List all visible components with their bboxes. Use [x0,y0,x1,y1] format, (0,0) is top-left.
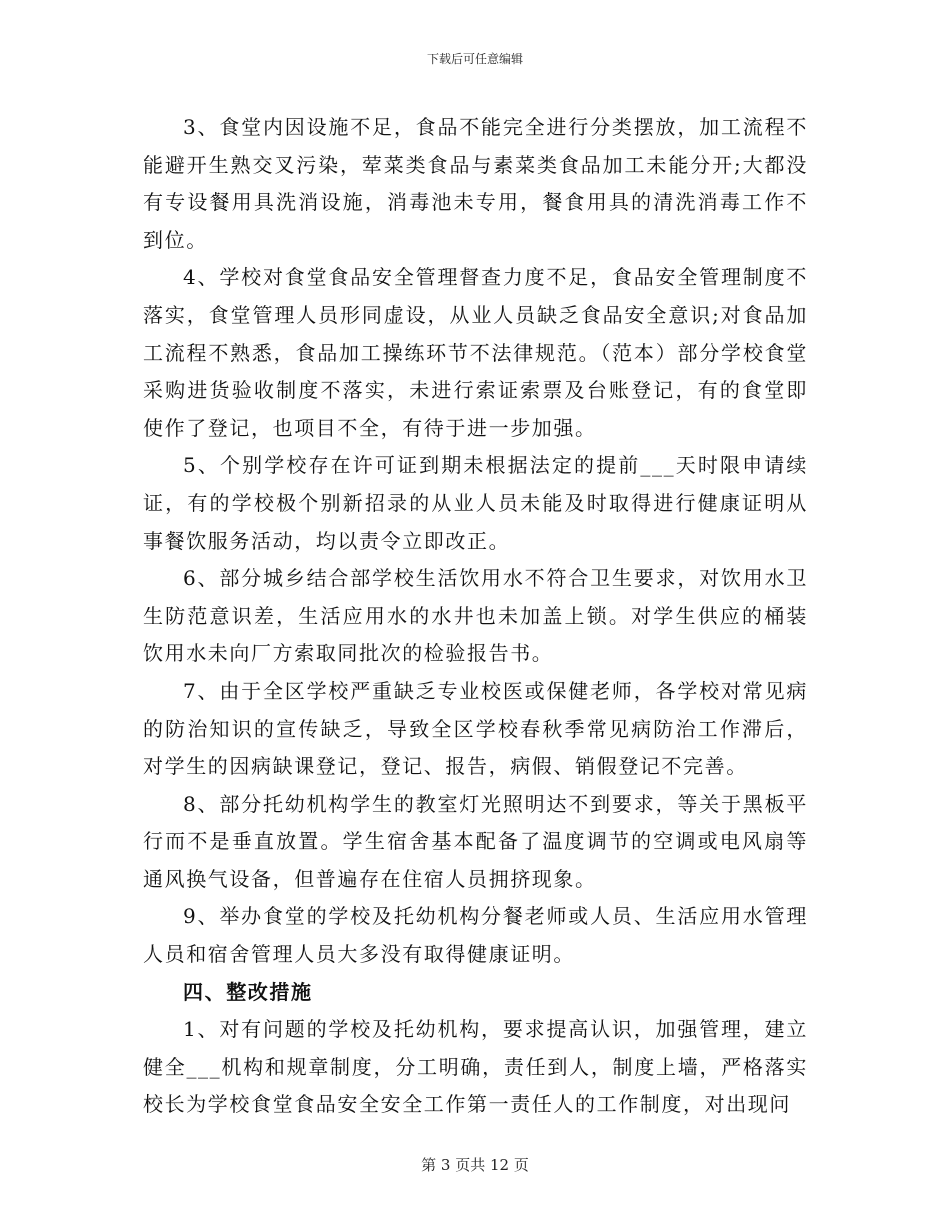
document-body [143,109,808,1124]
paragraph-item-3: 3、食堂内因设施不足，食品不能完全进行分类摆放，加工流程不能避开生熟交叉污染，荤菜类食品与素菜类食品加工未能分开;大都没有专设餐用具洗消设施，消毒池未专用，餐食用具的清洗消毒工作不到位。 [143,115,808,252]
paragraph-item-7: 7、由于全区学校严重缺乏专业校医或保健老师，各学校对常见病的防治知识的宣传缺乏，导致全区学校春秋季常见病防治工作滞后，对学生的因病缺课登记，登记、报告，病假、销假登记不完善。 [143,678,808,779]
section-heading: 四、整改措施 [183,979,313,1004]
page-header: 下载后可任意编辑 [426,52,523,66]
paragraph-item-4: 4、学校对食堂食品安全管理督查力度不足，食品安全管理制度不落实，食堂管理人员形同虚设，从业人员缺乏食品安全意识;对食品加工流程不熟悉，食品加工操练环节不法律规范。（范本）部分学校食堂采购进货验收制度不落实，未进行索证索票及台账登记，有的食堂即使作了登记，也项目不全，有待于进一步加强。 [143,265,808,440]
paragraph-item-6: 6、部分城乡结合部学校生活饮用水不符合卫生要求，对饮用水卫生防范意识差，生活应用水的水井也未加盖上锁。对学生供应的桶装饮用水未向厂方索取同批次的检验报告书。 [143,566,808,666]
measure-item-1: 1、对有问题的学校及托幼机构，要求提高认识，加强管理，建立健全___机构和规章制度，分工明确，责任到人，制度上墙，严格落实校长为学校食堂食品安全安全工作第一责任人的工作制度，对出现问 [143,1017,808,1117]
paragraph-item-9: 9、举办食堂的学校及托幼机构分餐老师或人员、生活应用水管理人员和宿舍管理人员大多没有取得健康证明。 [143,904,808,967]
paragraph-item-5: 5、个别学校存在许可证到期未根据法定的提前___天时限申请续证，有的学校极个别新招录的从业人员未能及时取得进行健康证明从事餐饮服务活动，均以责令立即改正。 [143,453,808,553]
page-number-footer: 第 3 页共 12 页 [421,1156,529,1174]
paragraph-item-8: 8、部分托幼机构学生的教室灯光照明达不到要求，等关于黑板平行而不是垂直放置。学生宿舍基本配备了温度调节的空调或电风扇等通风换气设备，但普遍存在住宿人员拥挤现象。 [143,791,808,891]
